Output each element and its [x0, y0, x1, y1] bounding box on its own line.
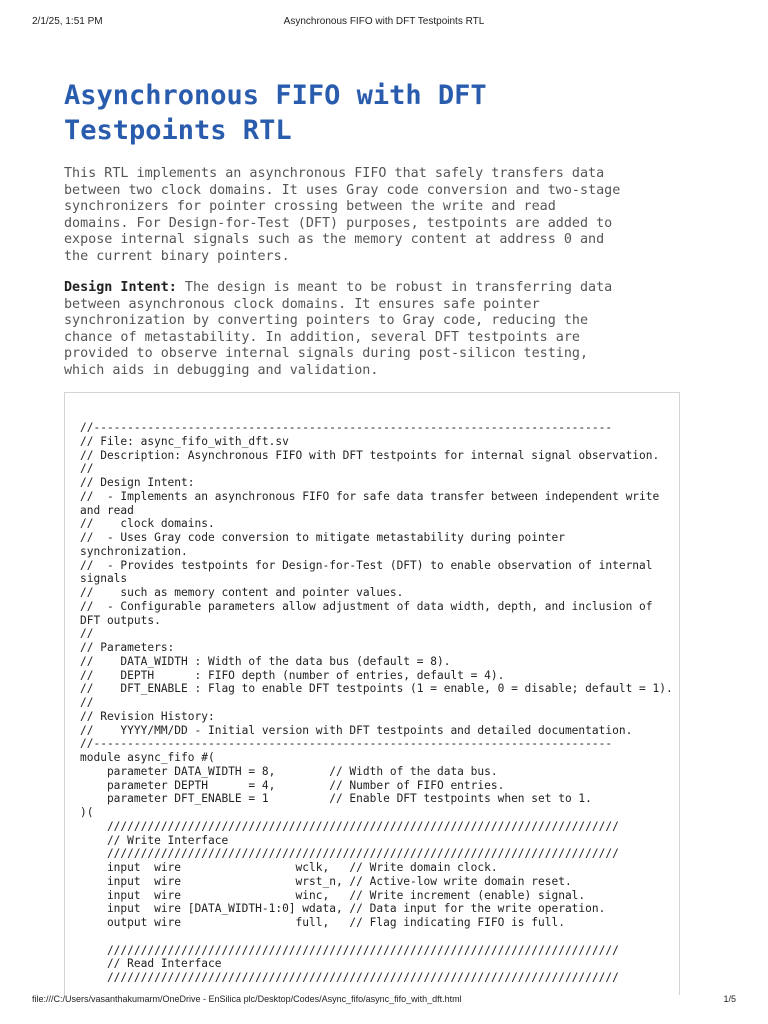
print-page-number: 1/5 [723, 994, 736, 1004]
design-intent-paragraph [64, 280, 724, 379]
document-title-text: Asynchronous FIFO with DFT Testpoints RTL [64, 80, 487, 146]
code-listing: //----------------------------------------------------------------------------- // File: async_fifo_with_dft.sv // Description: Asynchronous FIFO with DFT testpoints for internal signal observation. // // Design Intent: // - Implements an asynchronous FIFO for safe data transfer between independent write and read // clock domains. // - Uses Gray code conversion to mitigate metastability during pointer synchronization. // - Provides testpoints for Design-for-Test (DFT) to enable observation of internal signals // such as memory content and pointer values. // - Configurable parameters allow adjustment of data width, depth, and inclusion of DFT outputs. // // Parameters: // DATA_WIDTH : Width of the data bus (default = 8). // DEPTH : FIFO depth (number of entries, default = 4). // DFT_ENABLE : Flag to enable DFT testpoints (1 = enable, 0 = disable; default = 1). // // Revision History: // YYYY/MM/DD - Initial version with DFT testpoints and detailed documentation. //----------------------------------------------------------------------------- module async_fifo #( parameter DATA_WIDTH = 8, // Width of the data bus. parameter DEPTH = 4, // Number of FIFO entries. parameter DFT_ENABLE = 1 // Enable DFT testpoints when set to 1. )( //////////////////////////////////////////////////////////////////////////// // Write Interface //////////////////////////////////////////////////////////////////////////// input wire wclk, // Write domain clock. input wire wrst_n, // Active-low write domain reset. input wire winc, // Write increment (enable) signal. input wire [DATA_WIDTH-1:0] wdata, // Data input for the write operation. output wire full, // Flag indicating FIFO is full. //////////////////////////////////////////////////////////////////////////// // Read Interface //////////////////////////////////////////////////////////////////////////// [80, 421, 673, 984]
print-timestamp: 2/1/25, 1:51 PM [32, 16, 103, 27]
code-block [64, 392, 680, 995]
design-intent-text: The design is meant to be robust in transferring data between asynchronous clock domains. It ensures safe pointer synchronization by converting pointers to Gray code, reducing the chance of metastability. In addition, several DFT testpoints are provided to observe internal signals during post-silicon testing, which aids in debugging and validation. [64, 280, 613, 378]
print-footer [32, 994, 736, 1008]
print-header [32, 16, 736, 30]
print-page-title: Asynchronous FIFO with DFT Testpoints RTL [283, 16, 485, 27]
intro-paragraph: This RTL implements an asynchronous FIFO that safely transfers data between two clock domains. It uses Gray code conversion and two-stage synchronizers for pointer crossing between the write and read domains. For Design-for-Test (DFT) purposes, testpoints are added to expose internal signals such as the memory content at address 0 and the current binary pointers. [64, 166, 621, 264]
document-title [64, 78, 704, 148]
design-intent-label: Design Intent: [64, 280, 177, 295]
print-file-path: file:///C:/Users/vasanthakumarm/OneDrive - EnSilica plc/Desktop/Codes/Async_fifo/async_fifo_with_dft.html [32, 994, 462, 1004]
